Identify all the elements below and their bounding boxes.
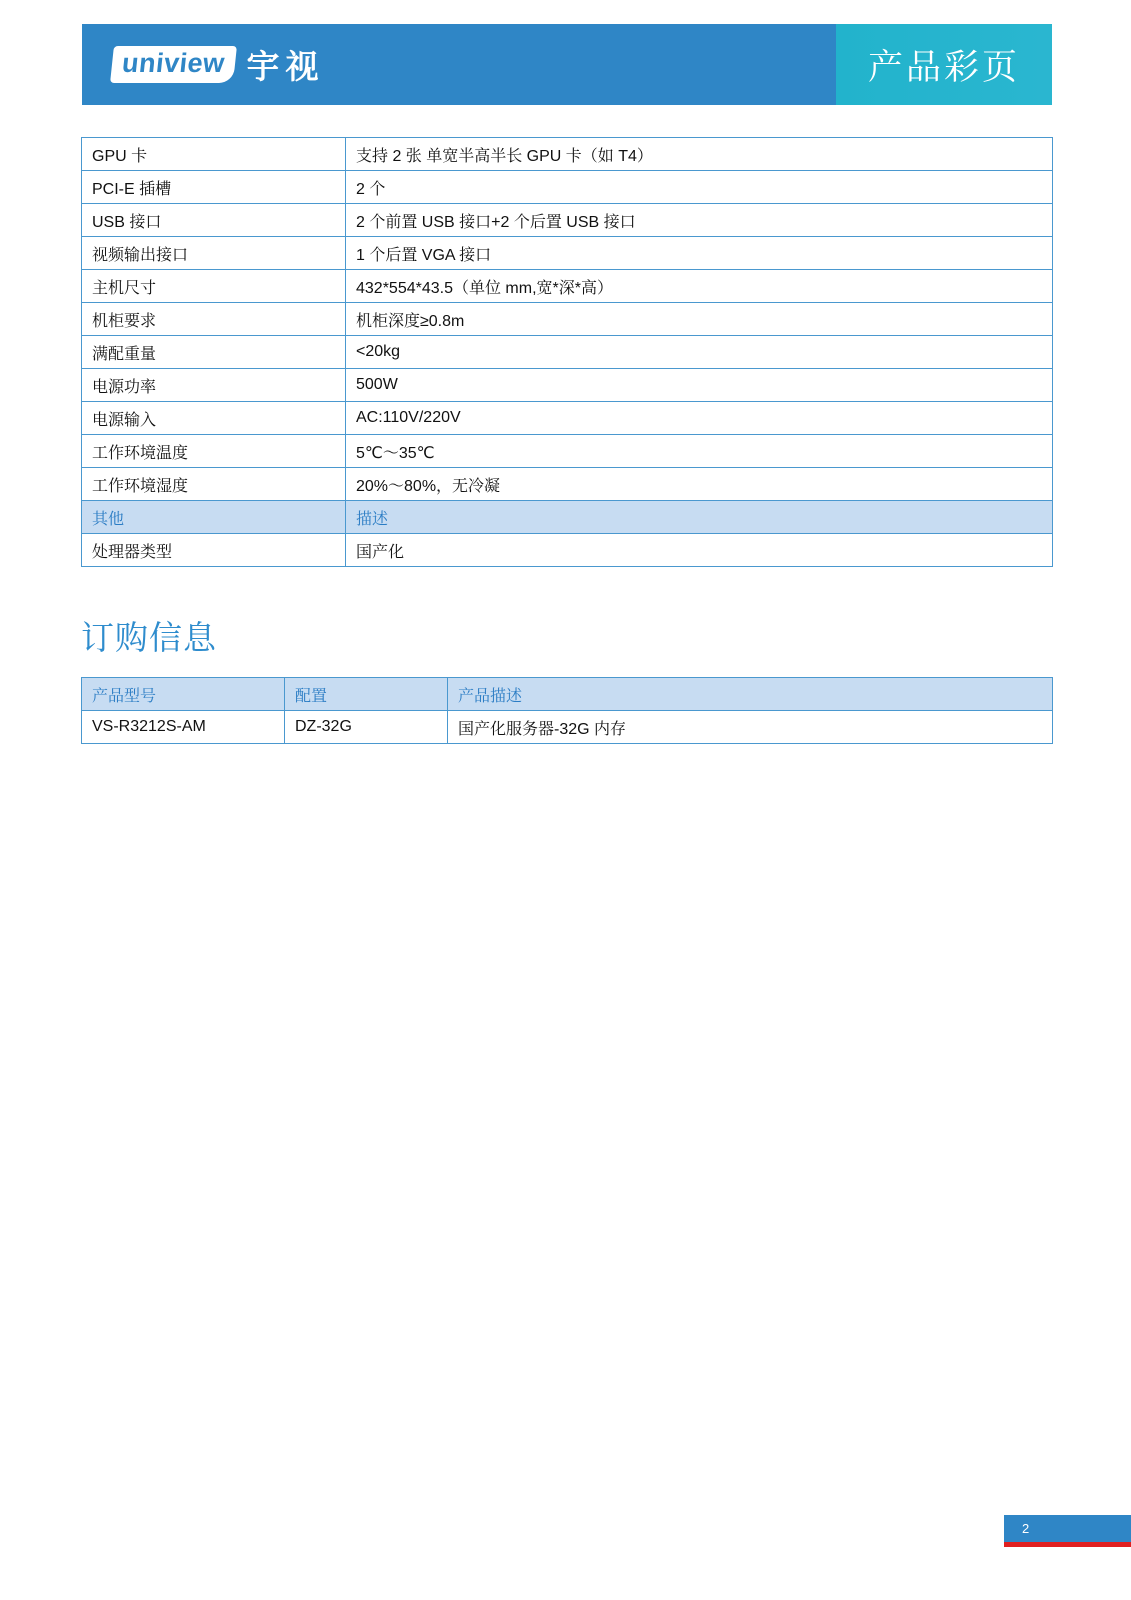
page-number: 2 <box>1004 1515 1131 1542</box>
table-cell: 国产化服务器-32G 内存 <box>448 711 1053 744</box>
table-cell: DZ-32G <box>285 711 448 744</box>
table-row <box>82 534 1053 567</box>
table-row <box>82 711 1053 744</box>
table-row <box>82 138 1053 171</box>
spec-label: 满配重量 <box>82 336 346 369</box>
table-section-header-row <box>82 501 1053 534</box>
spec-value: 国产化 <box>346 534 1053 567</box>
spec-label: 电源输入 <box>82 402 346 435</box>
spec-value: 描述 <box>346 501 1053 534</box>
document-type-label: 产品彩页 <box>836 24 1052 105</box>
spec-label: 处理器类型 <box>82 534 346 567</box>
spec-value: 支持 2 张 单宽半高半长 GPU 卡（如 T4） <box>346 138 1053 171</box>
table-row <box>82 270 1053 303</box>
footer-red-stripe <box>1004 1542 1131 1547</box>
page-header <box>82 24 1052 105</box>
column-header: 产品型号 <box>82 678 285 711</box>
brand-area <box>82 24 836 105</box>
table-cell: VS-R3212S-AM <box>82 711 285 744</box>
spec-value: 2 个前置 USB 接口+2 个后置 USB 接口 <box>346 204 1053 237</box>
spec-value: 20%～80%，无冷凝 <box>346 468 1053 501</box>
spec-value: 500W <box>346 369 1053 402</box>
spec-value: AC:110V/220V <box>346 402 1053 435</box>
spec-value: <20kg <box>346 336 1053 369</box>
table-row <box>82 369 1053 402</box>
spec-label: 视频输出接口 <box>82 237 346 270</box>
logo-chinese-name: 宇视 <box>246 47 325 86</box>
spec-label: 工作环境温度 <box>82 435 346 468</box>
table-row <box>82 336 1053 369</box>
spec-label: GPU 卡 <box>82 138 346 171</box>
spec-value: 2 个 <box>346 171 1053 204</box>
spec-label: USB 接口 <box>82 204 346 237</box>
table-row <box>82 171 1053 204</box>
column-header: 配置 <box>285 678 448 711</box>
spec-value: 432*554*43.5（单位 mm,宽*深*高） <box>346 270 1053 303</box>
order-table <box>81 677 1053 744</box>
table-row <box>82 435 1053 468</box>
table-row <box>82 468 1053 501</box>
spec-label: 机柜要求 <box>82 303 346 336</box>
spec-label: 电源功率 <box>82 369 346 402</box>
table-row <box>82 303 1053 336</box>
spec-label: 工作环境湿度 <box>82 468 346 501</box>
table-row <box>82 204 1053 237</box>
spec-label: PCI-E 插槽 <box>82 171 346 204</box>
spec-value: 1 个后置 VGA 接口 <box>346 237 1053 270</box>
table-header-row <box>82 678 1053 711</box>
table-row <box>82 237 1053 270</box>
order-info-heading: 订购信息 <box>81 618 217 657</box>
spec-table <box>81 137 1053 567</box>
uniview-logo: uniview <box>110 46 236 83</box>
table-row <box>82 402 1053 435</box>
spec-label: 主机尺寸 <box>82 270 346 303</box>
spec-label: 其他 <box>82 501 346 534</box>
column-header: 产品描述 <box>448 678 1053 711</box>
spec-value: 机柜深度≥0.8m <box>346 303 1053 336</box>
spec-value: 5℃～35℃ <box>346 435 1053 468</box>
